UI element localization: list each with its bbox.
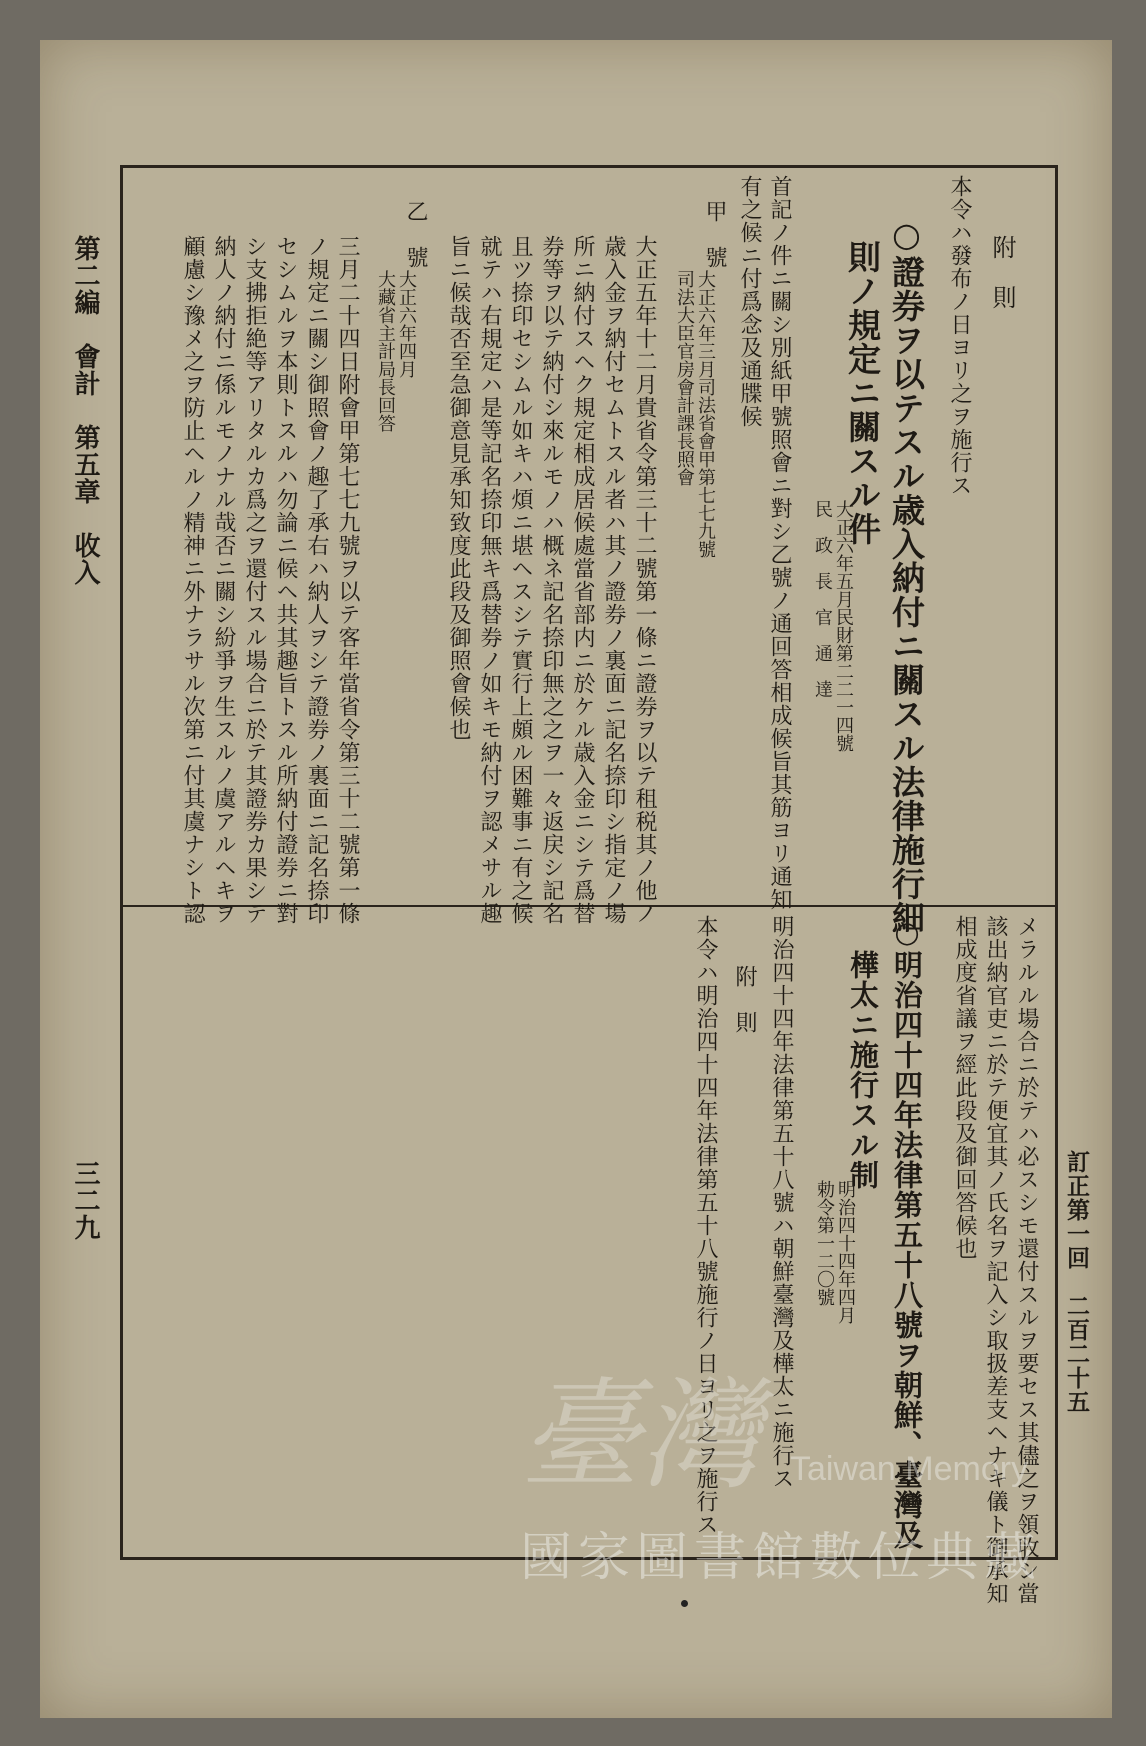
lower-supplementary-heading: 附 則 — [732, 965, 757, 1034]
kou-note-1: 大正六年三月司法省會甲第七七九號 — [695, 270, 716, 558]
otsu-label: 乙 號 — [403, 200, 428, 269]
kou-line-3: 所ニ納付スヘク規定相成居候處當省部内ニ於ケル歳入金ニシテ爲替 — [570, 235, 595, 925]
continued-line-3: 相成度省議ヲ經此段及御回答候也 — [952, 915, 977, 1260]
continued-line-1: メラルル場合ニ於テハ必スシモ還付スルヲ要セス其儘之ヲ領收シ當 — [1014, 915, 1039, 1605]
watermark-english: Taiwan Memory — [790, 1450, 1029, 1488]
otsu-line-1: 三月二十四日附會甲第七七九號ヲ以テ客年當省令第三十二號第一條 — [335, 235, 360, 925]
otsu-note-1: 大正六年四月 — [396, 270, 417, 378]
revision-mark: 訂正第一回 二百二十五 — [1063, 1150, 1090, 1414]
otsu-line-6: 顧慮シ豫メ之ヲ防止ヘルノ精神ニ外ナラサル次第ニ付其虞ナシト認 — [180, 235, 205, 925]
law-title-2: 樺太ニ施行スル制 — [846, 950, 880, 1190]
body-line-2: 有之候ニ付爲念及通牒候 — [737, 175, 762, 428]
body-line-1: 首記ノ件ニ關シ別紙甲號照會ニ對シ乙號ノ通回答相成候旨其筋ヨリ通知 — [767, 175, 792, 911]
enforcement-line: 本令ハ發布ノ日ヨリ之ヲ施行ス — [947, 175, 972, 497]
section-title-2: 則ノ規定ニ關スル件 — [843, 240, 882, 546]
kou-line-7: 旨ニ候哉否至急御意見承知致度此段及御照會候也 — [446, 235, 471, 741]
law-note-2: 勅令第一二〇號 — [814, 1180, 835, 1306]
kou-note-2: 司法大臣官房會計課長照會 — [674, 270, 695, 486]
page-number: 三二九 — [70, 1160, 100, 1241]
kou-label: 甲 號 — [702, 200, 727, 269]
watermark-calligraphy: 臺灣 — [520, 1367, 760, 1506]
otsu-line-2: ノ規定ニ關シ御照會ノ趣了承右ハ納人ヲシテ證券ノ裏面ニ記名捺印 — [304, 235, 329, 925]
title-note-1: 大正六年五月民財第二二一四號 — [833, 500, 854, 752]
law-note-1: 明治四十四年四月 — [835, 1180, 856, 1324]
running-head: 第二編 會計 第五章 收入 — [70, 235, 100, 586]
otsu-line-5: 納人ノ納付ニ係ルモノナル哉否ニ關シ紛爭ヲ生スルノ虞アルヘキヲ — [211, 235, 236, 925]
title-note-2: 民 政 長 官 通 達 — [812, 500, 833, 698]
kou-line-6: 就テハ右規定ハ是等記名捺印無キ爲替券ノ如キモ納付ヲ認メサル趣 — [477, 235, 502, 925]
otsu-line-4: シ支拂拒絶等アリタルカ爲之ヲ還付スル場合ニ於テ其證券カ果シテ — [242, 235, 267, 925]
supplementary-heading: 附 則 — [988, 235, 1016, 310]
kou-line-2: 歳入金ヲ納付セムトスル者ハ其ノ證券ノ裏面ニ記名捺印シ指定ノ場 — [601, 235, 626, 925]
otsu-note-2: 大藏省主計局長回答 — [375, 270, 396, 432]
continued-line-2: 該出納官吏ニ於テ便宜其ノ氏名ヲ記入シ取扱差支ヘナキ儀ト御承知 — [983, 915, 1008, 1605]
law-enforcement-line: 明治四十四年法律第五十八號ハ朝鮮臺灣及樺太ニ施行ス — [769, 915, 794, 1490]
ink-dot — [681, 1600, 688, 1607]
lower-enforcement-line: 本令ハ明治四十四年法律第五十八號施行ノ日ヨリ之ヲ施行ス — [693, 915, 718, 1536]
kou-line-1: 大正五年十二月貴省令第三十二號第一條ニ證券ヲ以テ租税其ノ他ノ — [632, 235, 657, 925]
section-title-1: ○證券ヲ以テスル歳入納付ニ關スル法律施行細 — [887, 215, 926, 935]
watermark-institution: 國家圖書館數位典藏 — [520, 1528, 1043, 1588]
law-title-1: ○明治四十四年法律第五十八號ヲ朝鮮、臺灣及 — [890, 915, 924, 1550]
kou-line-4: 券等ヲ以テ納付シ來ルモノハ概ネ記名捺印無之之ヲ一々返戻シ記名 — [539, 235, 564, 925]
kou-line-5: 且ツ捺印セシムル如キハ煩ニ堪ヘスシテ實行上頗ル困難事ニ有之候 — [508, 235, 533, 925]
otsu-line-3: セシムルヲ本則トスルハ勿論ニ候ヘ共其趣旨トスル所納付證券ニ對 — [273, 235, 298, 925]
